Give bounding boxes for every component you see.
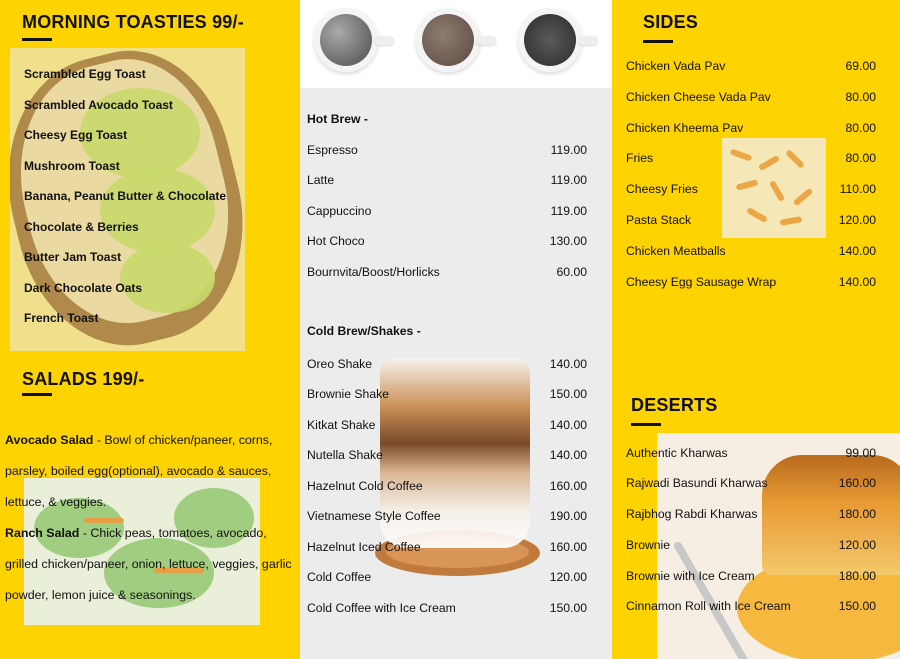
heading-underline <box>631 423 661 426</box>
item-price: 160.00 <box>838 476 876 490</box>
item-price: 140.00 <box>549 357 587 371</box>
salads-heading: SALADS 199/- <box>22 369 145 389</box>
cup-handle <box>578 36 598 45</box>
item-price: 190.00 <box>549 509 587 523</box>
list-item: Chocolate & Berries <box>24 219 139 234</box>
coffee-drink-cup <box>518 8 582 72</box>
list-item: Dark Chocolate Oats <box>24 280 143 295</box>
item-name: Bournvita/Boost/Horlicks <box>307 265 440 279</box>
list-item: Mushroom Toast <box>24 158 120 173</box>
item-price: 140.00 <box>549 448 587 462</box>
toasties-salads-column <box>0 0 300 659</box>
item-name: Brownie <box>626 538 671 552</box>
item-price: 140.00 <box>838 244 876 258</box>
item-price: 119.00 <box>550 143 587 157</box>
menu-item-row <box>307 538 587 556</box>
item-name: Nutella Shake <box>307 448 383 462</box>
menu-item-row <box>626 444 890 462</box>
menu-item-row <box>626 536 890 554</box>
item-price: 150.00 <box>549 601 587 615</box>
item-price: 80.00 <box>845 90 876 104</box>
menu-item-row <box>626 211 890 229</box>
hot-brew-heading: Hot Brew - <box>307 112 368 126</box>
item-price: 150.00 <box>838 599 876 613</box>
list-item: Cheesy Egg Toast <box>24 128 128 142</box>
item-name: Cinnamon Roll with Ice Cream <box>626 599 791 613</box>
item-name: Kitkat Shake <box>307 418 376 432</box>
menu-item-row <box>626 180 890 198</box>
list-item: Butter Jam Toast <box>24 250 122 264</box>
menu-item-row <box>307 599 587 617</box>
heading-underline <box>22 38 52 41</box>
item-name: Hot Choco <box>307 234 365 248</box>
item-name: Oreo Shake <box>307 357 373 371</box>
deserts-heading: DESERTS <box>631 395 718 415</box>
beverages-column <box>300 0 612 659</box>
item-price: 180.00 <box>838 507 876 521</box>
menu-item-row <box>626 474 890 492</box>
menu-item-row <box>626 273 890 291</box>
cup-handle <box>476 36 496 45</box>
list-item: Scrambled Avocado Toast <box>24 97 173 112</box>
item-name: Rajwadi Basundi Kharwas <box>626 476 768 490</box>
item-price: 80.00 <box>845 151 876 165</box>
menu-item-row <box>307 507 587 525</box>
menu-item-row <box>307 263 587 281</box>
menu-item-row <box>307 568 587 586</box>
item-name: Chicken Cheese Vada Pav <box>626 90 771 104</box>
item-price: 119.00 <box>550 173 587 187</box>
cup-handle <box>374 36 394 45</box>
cold-brew-heading: Cold Brew/Shakes - <box>307 324 421 338</box>
menu-item-row <box>626 57 890 75</box>
item-price: 69.00 <box>845 59 876 73</box>
toasties-heading: MORNING TOASTIES 99/- <box>22 12 244 32</box>
sides-heading: SIDES <box>643 12 699 32</box>
menu-item-row <box>307 202 587 220</box>
powder <box>422 14 474 66</box>
menu-item-row <box>307 477 587 495</box>
item-price: 140.00 <box>549 418 587 432</box>
menu-item-row <box>307 355 587 373</box>
item-price: 120.00 <box>549 570 587 584</box>
item-name: Vietnamese Style Coffee <box>307 509 441 523</box>
toasties-list <box>24 65 254 340</box>
item-name: Hazelnut Cold Coffee <box>307 479 423 493</box>
item-name: Pasta Stack <box>626 213 692 227</box>
item-name: Cheesy Egg Sausage Wrap <box>626 275 777 289</box>
list-item: Banana, Peanut Butter & Chocolate <box>24 189 227 203</box>
item-name: Cold Coffee <box>307 570 372 584</box>
item-price: 80.00 <box>845 121 876 135</box>
item-name: Hazelnut Iced Coffee <box>307 540 421 554</box>
item-price: 120.00 <box>838 213 876 227</box>
menu-item-row <box>307 171 587 189</box>
menu-item-row <box>626 242 890 260</box>
list-item: Scrambled Egg Toast <box>24 67 146 81</box>
item-name: Cappuccino <box>307 204 372 218</box>
item-price: 110.00 <box>839 182 876 196</box>
item-name: Chicken Kheema Pav <box>626 121 744 135</box>
item-price: 60.00 <box>556 265 587 279</box>
menu-item-row <box>626 88 890 106</box>
menu-item-row <box>307 446 587 464</box>
item-name: Rajbhog Rabdi Kharwas <box>626 507 758 521</box>
salads-description <box>5 425 297 611</box>
item-name: Latte <box>307 173 335 187</box>
coffee-powder-cup <box>416 8 480 72</box>
menu-item-row <box>626 567 890 585</box>
heading-underline <box>22 393 52 396</box>
menu-item-row <box>626 505 890 523</box>
coffee <box>524 14 576 66</box>
item-price: 150.00 <box>549 387 587 401</box>
item-name: Brownie Shake <box>307 387 389 401</box>
item-price: 160.00 <box>549 479 587 493</box>
beans <box>320 14 372 66</box>
item-name: Cold Coffee with Ice Cream <box>307 601 456 615</box>
item-price: 99.00 <box>845 446 876 460</box>
item-price: 130.00 <box>549 234 587 248</box>
item-name: Fries <box>626 151 654 165</box>
item-price: 119.00 <box>550 204 587 218</box>
list-item: French Toast <box>24 311 99 325</box>
salad-desc: - Bowl of chicken/paneer, corns, parsley, boiled egg(optional), avocado & sauces, lettuce, & veggies. <box>5 433 273 509</box>
menu-item-row <box>307 232 587 250</box>
item-name: Authentic Kharwas <box>626 446 728 460</box>
item-price: 160.00 <box>549 540 587 554</box>
salad-desc: - Chick peas, tomatoes, avocado, grilled chicken/paneer, onion, lettuce, veggies, garlic powder, lemon juice & seasonings. <box>5 526 292 602</box>
salad-name: Avocado Salad <box>5 433 94 447</box>
menu-item-row <box>307 385 587 403</box>
item-price: 140.00 <box>838 275 876 289</box>
sides-deserts-column <box>612 0 900 659</box>
menu-item-row <box>307 141 587 159</box>
item-name: Cheesy Fries <box>626 182 698 196</box>
menu-item-row <box>626 597 890 615</box>
item-price: 180.00 <box>838 569 876 583</box>
item-name: Espresso <box>307 143 358 157</box>
menu-item-row <box>626 119 890 137</box>
item-name: Chicken Vada Pav <box>626 59 726 73</box>
item-name: Chicken Meatballs <box>626 244 726 258</box>
menu-item-row <box>307 416 587 434</box>
menu-item-row <box>626 149 890 167</box>
item-name: Brownie with Ice Cream <box>626 569 755 583</box>
item-price: 120.00 <box>838 538 876 552</box>
coffee-cups-banner <box>300 0 612 88</box>
salad-name: Ranch Salad <box>5 526 80 540</box>
heading-underline <box>643 40 673 43</box>
coffee-beans-cup <box>314 8 378 72</box>
